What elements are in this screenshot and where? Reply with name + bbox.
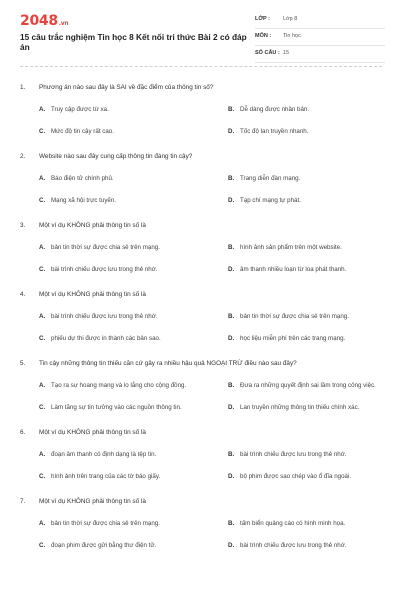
option-b[interactable] [228, 98, 400, 120]
meta-label: LỚP : [255, 16, 270, 22]
option-letter: C. [39, 403, 46, 411]
option-c[interactable] [39, 465, 212, 487]
question-number: 2. [20, 152, 26, 160]
option-text: học liệu miễn phí trên các trang mạng. [240, 334, 346, 342]
question-header [20, 356, 382, 370]
option-text: Tốc độ lan truyền nhanh. [240, 127, 309, 135]
option-grid [20, 374, 382, 418]
option-grid [20, 167, 382, 211]
option-letter: A. [39, 243, 46, 251]
question-number: 1. [20, 83, 26, 91]
question-item [20, 80, 382, 142]
question-text: Tin cậy những thông tin thiếu căn cứ gây ra nhiều hậu quả NGOẠI TRỪ điều nào sau đây? [39, 359, 297, 367]
option-text: Mạng xã hội trực tuyến. [51, 196, 117, 204]
option-letter: A. [39, 105, 46, 113]
option-grid [20, 98, 382, 142]
option-c[interactable] [39, 534, 212, 556]
option-a[interactable] [39, 167, 212, 189]
logo-suffix: .vn [58, 20, 69, 27]
option-grid [20, 236, 382, 280]
option-text: bài trình chiếu được lưu trong thẻ nhớ. [240, 541, 347, 549]
option-text: đoạn âm thanh có định dạng là tệp tin. [51, 450, 157, 458]
option-a[interactable] [39, 443, 212, 465]
question-item [20, 425, 382, 487]
option-a[interactable] [39, 98, 212, 120]
option-text: phiếu dự thi được in thành các bản sao. [51, 334, 161, 342]
option-text: bài trình chiếu được lưu trong thẻ nhớ. [51, 265, 158, 273]
option-grid [20, 443, 382, 487]
option-d[interactable] [228, 120, 400, 142]
option-b[interactable] [228, 305, 400, 327]
question-header [20, 425, 382, 439]
site-logo[interactable] [20, 13, 68, 29]
question-text: Một ví dụ KHÔNG phải thông tin số là [39, 497, 146, 505]
option-letter: D. [228, 403, 235, 411]
question-header [20, 149, 382, 163]
option-text: âm thanh nhiều loạn từ loa phát thanh. [240, 265, 347, 273]
question-text: Một ví dụ KHÔNG phải thông tin số là [39, 221, 146, 229]
option-a[interactable] [39, 236, 212, 258]
option-letter: C. [39, 472, 46, 480]
meta-value: Tin học [283, 33, 301, 39]
question-number: 5. [20, 359, 26, 367]
option-a[interactable] [39, 374, 212, 396]
option-letter: B. [228, 519, 235, 527]
option-letter: C. [39, 196, 46, 204]
question-number: 7. [20, 497, 26, 505]
document-header [0, 0, 400, 62]
option-text: bản tin thời sự được chia sẻ trên mạng. [240, 312, 349, 320]
option-letter: D. [228, 265, 235, 273]
option-letter: C. [39, 541, 46, 549]
header-divider [20, 66, 382, 67]
option-text: Tạp chí mạng tự phát. [240, 196, 301, 204]
question-text: Một ví dụ KHÔNG phải thông tin số là [39, 428, 146, 436]
option-letter: D. [228, 472, 235, 480]
option-letter: B. [228, 450, 235, 458]
option-grid [20, 305, 382, 349]
option-text: tấm biển quảng cáo có hình minh họa. [240, 519, 346, 527]
option-c[interactable] [39, 396, 212, 418]
logo-text: 2048 [20, 13, 58, 29]
option-b[interactable] [228, 512, 400, 534]
option-text: Báo điện tử chính phủ. [51, 174, 114, 182]
option-text: Tạo ra sự hoang mang và lo lắng cho cộng đồng. [51, 381, 187, 389]
option-b[interactable] [228, 443, 400, 465]
option-text: Trang diễn đàn mạng. [240, 174, 301, 182]
option-letter: C. [39, 334, 46, 342]
question-number: 3. [20, 221, 26, 229]
option-text: hình ảnh sản phẩm trên một website. [240, 243, 342, 251]
question-header [20, 218, 382, 232]
option-text: đoạn phim được gửi bằng thư điện tử. [51, 541, 157, 549]
option-text: bộ phim được sao chép vào ổ đĩa ngoài. [240, 472, 352, 480]
option-b[interactable] [228, 167, 400, 189]
option-letter: B. [228, 312, 235, 320]
meta-row-class [255, 14, 385, 29]
meta-row-count [255, 48, 385, 63]
option-letter: A. [39, 519, 46, 527]
meta-label: MÔN : [255, 33, 272, 39]
option-c[interactable] [39, 327, 212, 349]
option-letter: A. [39, 174, 46, 182]
option-text: Truy cập được từ xa. [51, 105, 109, 113]
option-d[interactable] [228, 189, 400, 211]
question-item [20, 494, 382, 556]
option-text: Làm tăng sự tin tưởng vào các nguồn thông tin. [51, 403, 182, 411]
option-c[interactable] [39, 120, 212, 142]
question-header [20, 494, 382, 508]
question-item [20, 287, 382, 349]
option-text: bài trình chiếu được lưu trong thẻ nhớ. [240, 450, 347, 458]
option-letter: A. [39, 381, 46, 389]
question-list [20, 80, 382, 563]
question-item [20, 218, 382, 280]
option-a[interactable] [39, 305, 212, 327]
question-header [20, 80, 382, 94]
option-letter: C. [39, 265, 46, 273]
option-d[interactable] [228, 534, 400, 556]
option-d[interactable] [228, 465, 400, 487]
question-item [20, 149, 382, 211]
question-text: Website nào sau đây cung cấp thông tin đáng tin cậy? [39, 152, 193, 160]
option-text: bài trình chiếu được lưu trong thẻ nhớ. [51, 312, 158, 320]
meta-label: SỐ CÂU : [255, 50, 280, 56]
option-b[interactable] [228, 236, 400, 258]
meta-value: 15 [283, 50, 290, 56]
option-letter: B. [228, 381, 235, 389]
question-text: Phương án nào sau đây là SAI về đặc điểm của thông tin số? [39, 83, 214, 91]
option-text: Lan truyền những thông tin thiếu chính xác. [240, 403, 360, 411]
question-header [20, 287, 382, 301]
option-letter: D. [228, 541, 235, 549]
meta-value: Lớp 8 [283, 16, 298, 22]
option-d[interactable] [228, 327, 400, 349]
option-text: bản tin thời sự được chia sẻ trên mạng. [51, 243, 160, 251]
option-text: bản tin thời sự được chia sẻ trên mạng. [51, 519, 160, 527]
question-item [20, 356, 382, 418]
option-letter: B. [228, 174, 235, 182]
option-letter: D. [228, 196, 235, 204]
option-d[interactable] [228, 396, 400, 418]
question-number: 6. [20, 428, 26, 436]
option-letter: A. [39, 450, 46, 458]
document-title: 15 câu trắc nghiệm Tin học 8 Kết nối tri thức Bài 2 có đáp án [20, 32, 247, 52]
option-letter: A. [39, 312, 46, 320]
option-a[interactable] [39, 512, 212, 534]
option-letter: B. [228, 105, 235, 113]
option-text: hình ảnh trên trang của các tờ báo giấy. [51, 472, 161, 480]
question-text: Một ví dụ KHÔNG phải thông tin số là [39, 290, 146, 298]
option-grid [20, 512, 382, 556]
meta-row-subject [255, 31, 385, 46]
question-number: 4. [20, 290, 26, 298]
option-d[interactable] [228, 258, 400, 280]
option-letter: D. [228, 334, 235, 342]
option-letter: B. [228, 243, 235, 251]
option-text: Mức độ tin cậy rất cao. [51, 127, 114, 135]
option-c[interactable] [39, 189, 212, 211]
option-text: Dễ dàng được nhân bản. [240, 105, 310, 113]
option-text: Đưa ra những quyết định sai lầm trong công việc. [240, 381, 376, 389]
option-b[interactable] [228, 374, 400, 396]
document-meta [255, 14, 385, 65]
option-c[interactable] [39, 258, 212, 280]
option-letter: D. [228, 127, 235, 135]
option-letter: C. [39, 127, 46, 135]
